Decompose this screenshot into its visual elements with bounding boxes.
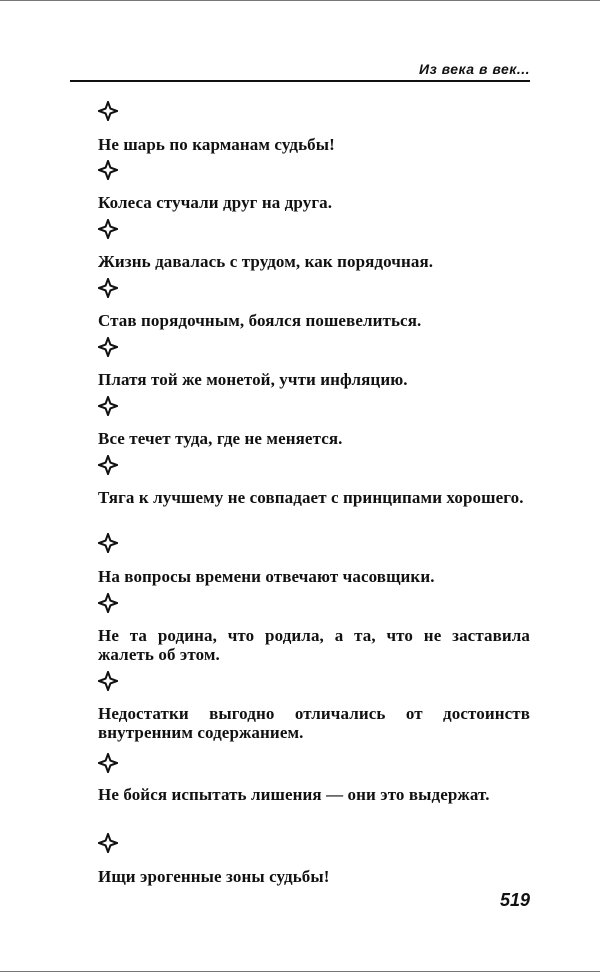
header-rule	[70, 80, 530, 82]
aphorism-text: Недостатки выгодно отличались от достоинств внутренним содержанием.	[98, 704, 530, 742]
four-point-star-icon	[98, 219, 118, 239]
four-point-star-icon	[98, 160, 118, 180]
aphorism-text: Не та родина, что родила, а та, что не заставила жалеть об этом.	[98, 626, 530, 664]
aphorism-text: Не бойся испытать лишения — они это выдержат.	[98, 785, 490, 804]
four-point-star-icon	[98, 833, 118, 853]
aphorism-text: Колеса стучали друг на друга.	[98, 193, 333, 212]
aphorism-text: Жизнь давалась с трудом, как порядочная.	[98, 252, 434, 271]
four-point-star-icon	[98, 455, 118, 475]
four-point-star-icon	[98, 101, 118, 121]
aphorism-text: Став порядочным, боялся пошевелиться.	[98, 311, 422, 330]
four-point-star-icon	[98, 278, 118, 298]
aphorism-text: Платя той же монетой, учти инфляцию.	[98, 370, 408, 389]
four-point-star-icon	[98, 533, 118, 553]
running-head: Из века в век...	[419, 61, 530, 77]
four-point-star-icon	[98, 593, 118, 613]
aphorism-text: На вопросы времени отвечают часовщики.	[98, 567, 435, 586]
aphorism-text: Все течет туда, где не меняется.	[98, 429, 343, 448]
four-point-star-icon	[98, 337, 118, 357]
four-point-star-icon	[98, 753, 118, 773]
aphorism-text: Ищи эрогенные зоны судьбы!	[98, 867, 330, 886]
four-point-star-icon	[98, 671, 118, 691]
page-number: 519	[499, 890, 530, 910]
aphorism-text: Не шарь по карманам судьбы!	[98, 135, 335, 154]
aphorism-text: Тяга к лучшему не совпадает с принципами хорошего.	[98, 488, 524, 507]
four-point-star-icon	[98, 396, 118, 416]
